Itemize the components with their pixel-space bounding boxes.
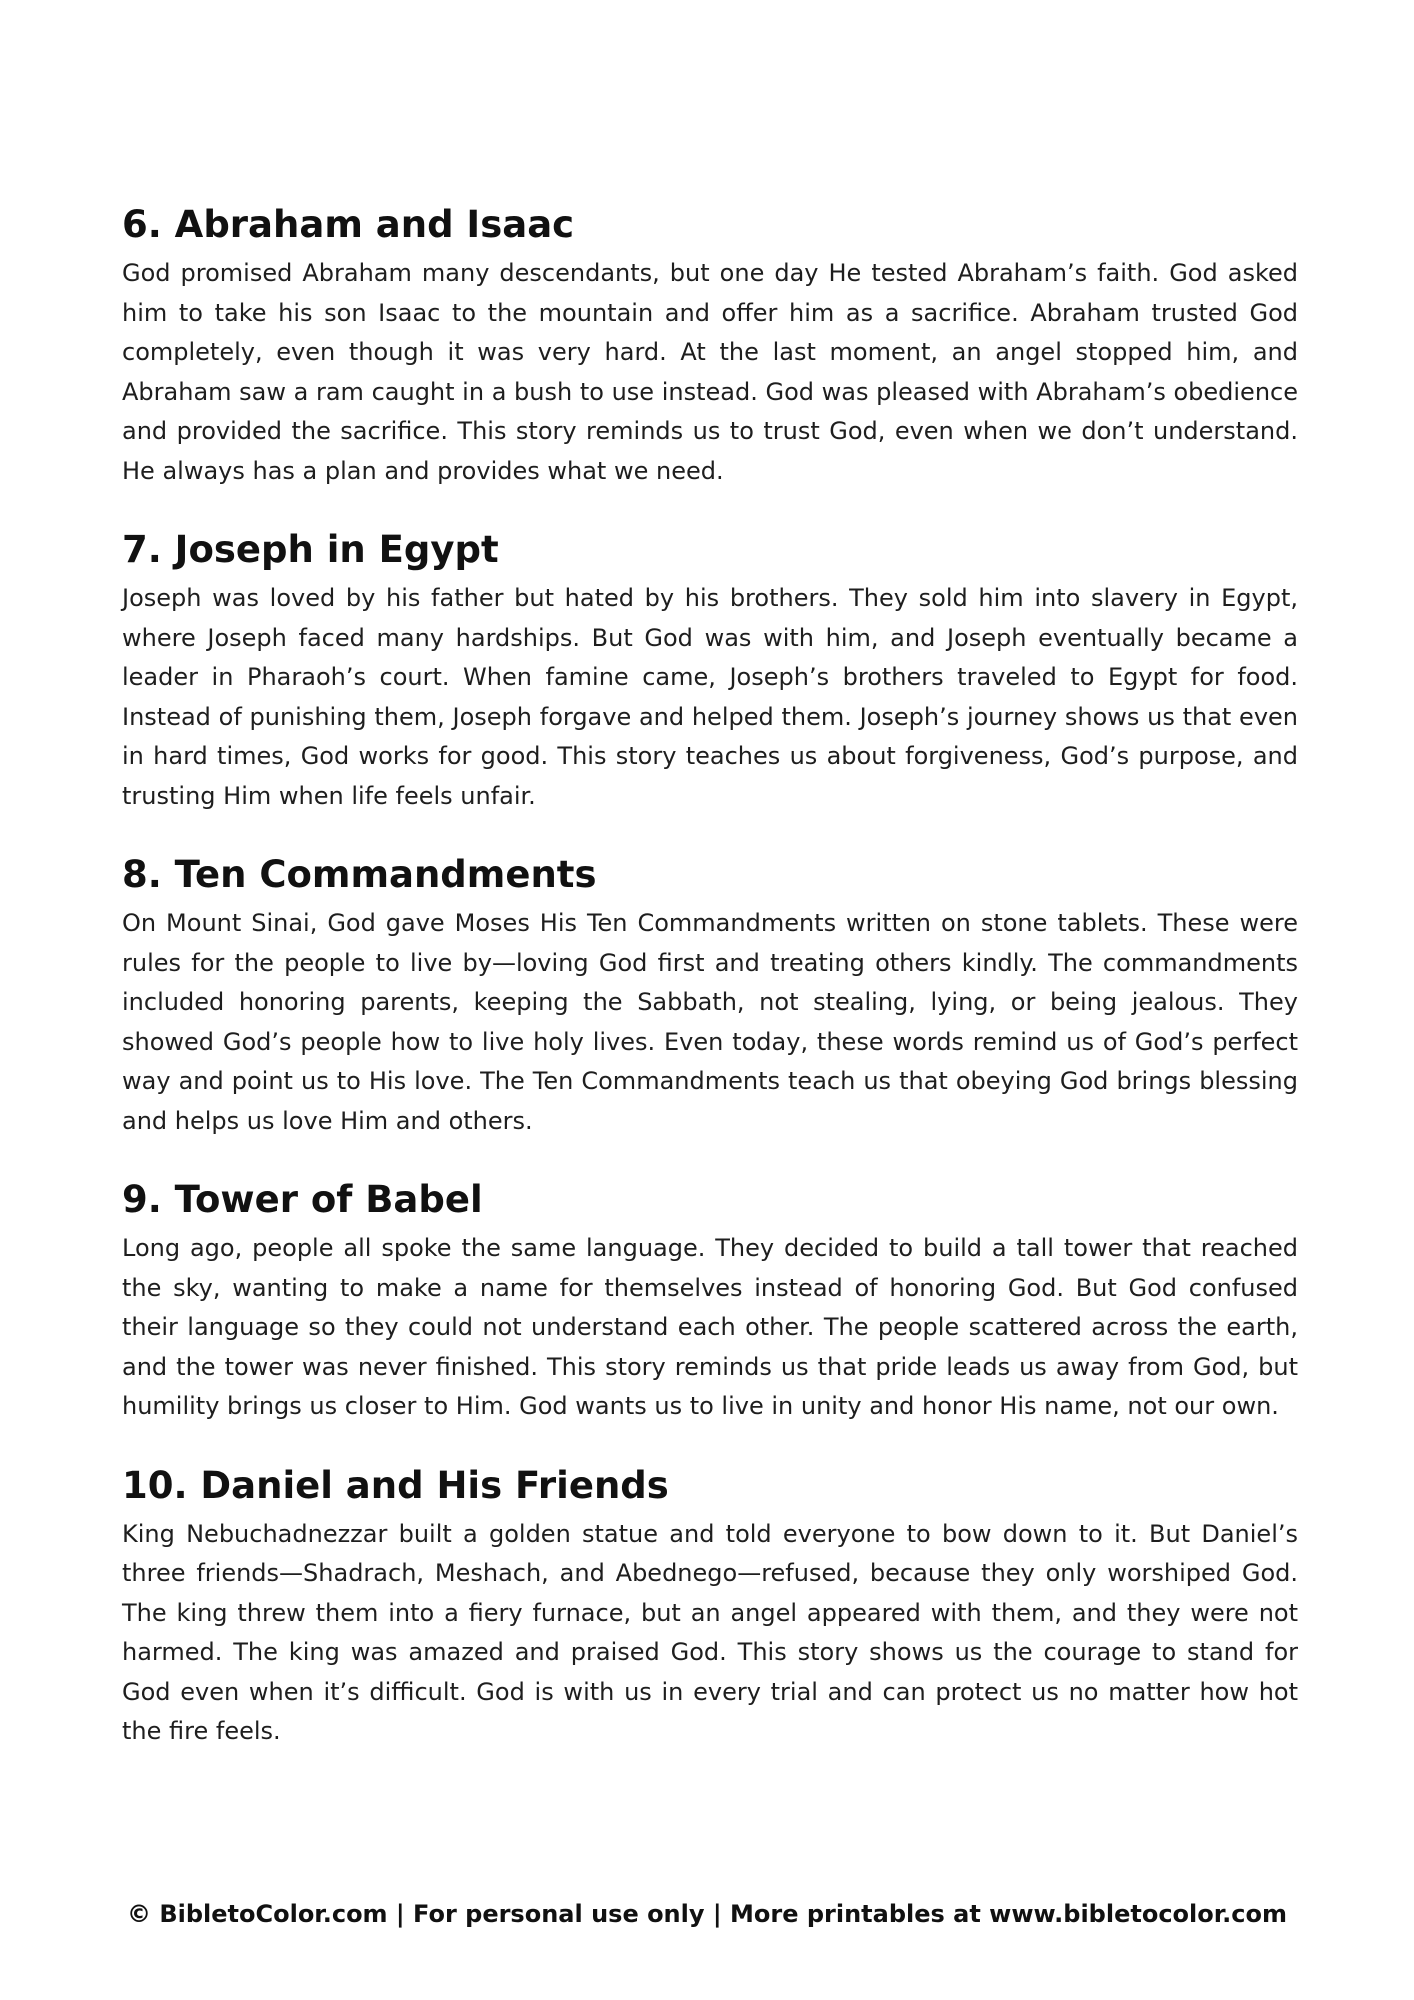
story-abraham-and-isaac [122,202,1298,491]
footer-copyright: © BibletoColor.com | For personal use only | More printables at www.bibletocolor.com [126,1900,1288,1928]
story-daniel-and-his-friends [122,1463,1298,1752]
story-tower-of-babel [122,1177,1298,1427]
story-text: Joseph was loved by his father but hated by his brothers. They sold him into slavery in Egypt, where Joseph faced many hardships. But God was with him, and Joseph eventually became a leader in Pharaoh’s court. When famine came, Joseph’s brothers traveled to Egypt for food. Instead of punishing them, Joseph forgave and helped them. Joseph’s journey shows us that even in hard times, God works for good. This story teaches us about forgiveness, God’s purpose, and trusting Him when life feels unfair. [122,584,1298,810]
story-ten-commandments [122,852,1298,1141]
story-joseph-in-egypt [122,527,1298,816]
story-title: 8. Ten Commandments [122,853,597,896]
story-title: 6. Abraham and Isaac [122,203,575,246]
story-title: 9. Tower of Babel [122,1178,483,1221]
story-title: 7. Joseph in Egypt [122,528,499,571]
document-body [122,202,1298,1788]
story-text: On Mount Sinai, God gave Moses His Ten Commandments written on stone tablets. These were rules for the people to live by—loving God first and treating others kindly. The commandments included honoring parents, keeping the Sabbath, not stealing, lying, or being jealous. They showed God’s people how to live holy lives. Even today, these words remind us of God’s perfect way and point us to His love. The Ten Commandments teach us that obeying God brings blessing and helps us love Him and others. [122,909,1298,1135]
story-title: 10. Daniel and His Friends [122,1463,669,1507]
story-text: God promised Abraham many descendants, but one day He tested Abraham’s faith. God asked him to take his son Isaac to the mountain and offer him as a sacrifice. Abraham trusted God completely, even though it was very hard. At the last moment, an angel stopped him, and Abraham saw a ram caught in a bush to use instead. God was pleased with Abraham’s obedience and provided the sacrifice. This story reminds us to trust God, even when we don’t understand. He always has a plan and provides what we need. [122,259,1298,485]
story-text: King Nebuchadnezzar built a golden statue and told everyone to bow down to it. But Daniel’s three friends—Shadrach, Meshach, and Abednego—refused, because they only worshiped God. The king threw them into a fiery furnace, but an angel appeared with them, and they were not harmed. The king was amazed and praised God. This story shows us the courage to stand for God even when it’s difficult. God is with us in every trial and can protect us no matter how hot the fire feels. [122,1519,1298,1745]
story-text: Long ago, people all spoke the same language. They decided to build a tall tower that reached the sky, wanting to make a name for themselves instead of honoring God. But God confused their language so they could not understand each other. The people scattered across the earth, and the tower was never finished. This story reminds us that pride leads us away from God, but humility brings us closer to Him. God wants us to live in unity and honor His name, not our own. [122,1234,1298,1420]
